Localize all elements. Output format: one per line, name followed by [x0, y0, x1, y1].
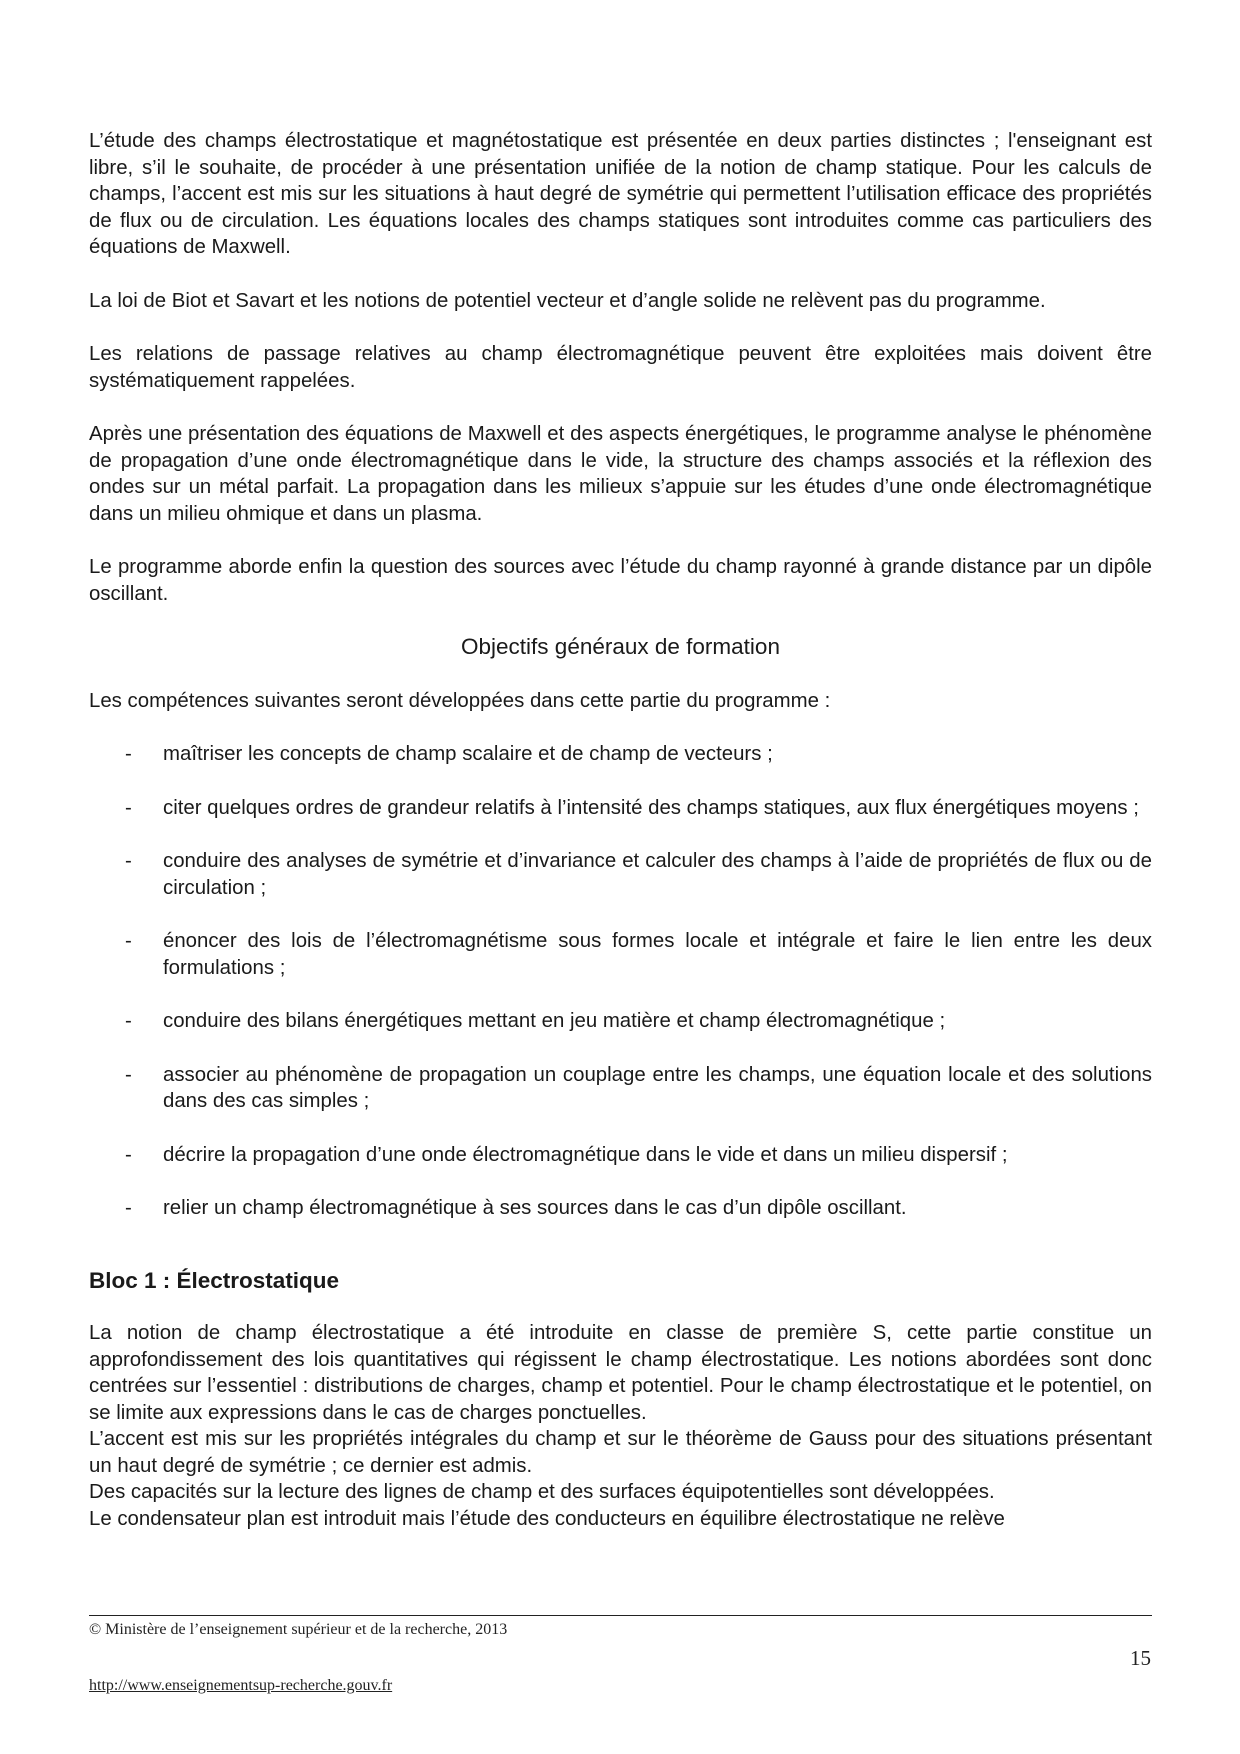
bullet-dash: -	[125, 796, 132, 819]
objective-item	[89, 928, 1152, 981]
objective-item	[89, 848, 1152, 901]
bloc1-paragraph-4: Le condensateur plan est introduit mais l’étude des conducteurs en équilibre électrostatique ne relève	[89, 1507, 1005, 1530]
intro-paragraph-3: Les relations de passage relatives au champ électromagnétique peuvent être exploitées mais doivent être systématiquement rappelées.	[89, 343, 1152, 392]
footer-website-link[interactable]: http://www.enseignementsup-recherche.gouv.fr	[89, 1677, 393, 1694]
objective-item	[89, 1195, 1152, 1222]
footer-divider	[89, 1615, 1152, 1616]
objective-item	[89, 1062, 1152, 1115]
bullet-dash: -	[125, 1010, 132, 1032]
objective-text: conduire des bilans énergétiques mettant en jeu matière et champ électromagnétique ;	[163, 1010, 946, 1032]
intro-paragraph-1: L’étude des champs électrostatique et magnétostatique est présentée en deux parties distinctes ; l'enseignant est libre, s’il le souhaite, de procéder à une présentation unifiée de la notion de champ statique. Pour les calculs de champs, l’accent est mis sur les situations à haut degré de symétrie qui permettent l’utilisation efficace des propriétés de flux ou de circulation. Les équations locales des champs statiques sont introduites comme cas particuliers des équations de Maxwell.	[89, 130, 1152, 258]
page-number: 15	[1130, 1646, 1151, 1670]
bullet-dash: -	[125, 743, 132, 765]
intro-paragraph-5: Le programme aborde enfin la question des sources avec l’étude du champ rayonné à grande distance par un dipôle oscillant.	[89, 556, 1152, 605]
objective-text: conduire des analyses de symétrie et d’invariance et calculer des champs à l’aide de propriétés de flux ou de circulation ;	[163, 850, 1152, 899]
objectives-intro: Les compétences suivantes seront développées dans cette partie du programme :	[89, 689, 831, 712]
objective-text: énoncer des lois de l’électromagnétisme sous formes locale et intégrale et faire le lien entre les deux formulations ;	[163, 930, 1152, 979]
bullet-dash: -	[125, 850, 132, 872]
bullet-dash: -	[125, 930, 132, 952]
page-content	[89, 128, 1152, 1532]
intro-paragraph-4: Après une présentation des équations de Maxwell et des aspects énergétiques, le programme analyse le phénomène de propagation d’une onde électromagnétique dans le vide, la structure des champs associés et la réflexion des ondes sur un métal parfait. La propagation dans les milieux s’appuie sur les études d’une onde électromagnétique dans un milieu ohmique et dans un plasma.	[89, 423, 1152, 525]
objective-text: associer au phénomène de propagation un couplage entre les champs, une équation locale et des solutions dans des cas simples ;	[163, 1063, 1152, 1112]
bullet-dash: -	[125, 1197, 132, 1219]
bloc1-paragraph-1: La notion de champ électrostatique a été introduite en classe de première S, cette partie constitue un approfondissement des lois quantitatives qui régissent le champ électrostatique. Les notions abordées sont donc centrées sur l’essentiel : distributions de charges, champ et potentiel. Pour le champ électrostatique et le potentiel, on se limite aux expressions dans le cas de charges ponctuelles.	[89, 1322, 1152, 1424]
objectives-list	[89, 741, 1152, 1222]
objective-item	[89, 1008, 1152, 1035]
bloc1-paragraph-2: L’accent est mis sur les propriétés intégrales du champ et sur le théorème de Gauss pour des situations présentant un haut degré de symétrie ; ce dernier est admis.	[89, 1428, 1152, 1477]
bullet-dash: -	[125, 1143, 132, 1166]
objective-text: citer quelques ordres de grandeur relatifs à l’intensité des champs statiques, aux flux énergétiques moyens ;	[163, 796, 1139, 819]
objective-text: relier un champ électromagnétique à ses sources dans le cas d’un dipôle oscillant.	[163, 1197, 907, 1219]
bloc1-title: Bloc 1 : Électrostatique	[89, 1267, 340, 1293]
objective-text: maîtriser les concepts de champ scalaire et de champ de vecteurs ;	[163, 743, 773, 765]
bloc1-paragraph-3: Des capacités sur la lecture des lignes de champ et des surfaces équipotentielles sont développées.	[89, 1481, 995, 1503]
objective-item	[89, 1142, 1152, 1169]
footer-copyright: © Ministère de l’enseignement supérieur et de la recherche, 2013	[89, 1621, 508, 1638]
objective-item	[89, 741, 1152, 768]
intro-paragraph-2: La loi de Biot et Savart et les notions de potentiel vecteur et d’angle solide ne relèvent pas du programme.	[89, 289, 1046, 312]
objective-text: décrire la propagation d’une onde électromagnétique dans le vide et dans un milieu dispersif ;	[163, 1143, 1008, 1166]
objective-item	[89, 795, 1152, 822]
objectives-heading: Objectifs généraux de formation	[461, 634, 780, 659]
bullet-dash: -	[125, 1063, 132, 1086]
